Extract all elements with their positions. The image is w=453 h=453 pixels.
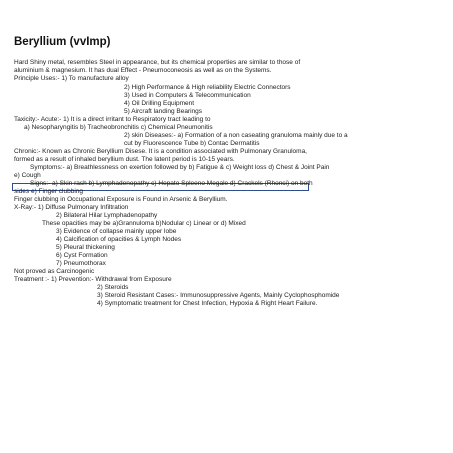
text-line: 2) skin Diseases:- a) Formation of a non caseating granuloma mainly due to a <box>124 132 348 139</box>
text-line: 3) Used in Computers & Telecommunication <box>124 92 251 99</box>
text-line: Symptoms:- a) Breathlessness on exertion followed by b) Fatigue & c) Weight loss d) Chest & Joint Pain <box>30 164 330 171</box>
text-line: Principle Uses:- 1) To manufacture alloy <box>14 75 129 82</box>
text-line: 2) Bilateral Hilar Lymphadenopathy <box>56 212 158 219</box>
text-line: 2) High Performance & High reliability Electric Connectors <box>124 84 291 91</box>
text-line: aluminium & magnesium. It has dual Effect - Pneumoconeosis as well as on the Systems. <box>14 67 272 74</box>
text-line: 7) Pneumothorax <box>56 260 106 267</box>
text-line: 5) Aircraft landing Bearings <box>124 108 203 115</box>
text-line-highlighted: Finger clubbing in Occupational Exposure is Found in Arsenic & Beryllium. <box>14 196 228 203</box>
text-line: 4) Oil Drilling Equipment <box>124 100 195 107</box>
document-title: Beryllium (vvImp) <box>14 36 111 48</box>
text-line: cut by Fluorescence Tube b) Contac Dermatitis <box>124 140 260 147</box>
text-line: Hard Shiny metal, resembles Steel in appearance, but its chemical properties are similar to those of <box>14 59 301 66</box>
text-line: 3) Evidence of collapse mainly upper lobe <box>56 228 177 235</box>
text-line: Signs:- a) Skin rash b) Lymphadenopathy c) Hepato Spleeno Megale d) Crackels (Rhonci) on both <box>30 180 313 187</box>
text-line: X-Ray:- 1) Diffuse Pulmonary Infiltration <box>14 204 129 211</box>
text-line: 3) Steroid Resistant Cases:- Immunosuppressive Agents, Mainly Cyclophosphomide <box>97 292 340 299</box>
text-line: Chronic:- Known as Chronic Beryllium Disese. It is a condition associated with Pulmonary Granuloma, <box>14 148 307 155</box>
text-line: These opacities may be a)Grannuloma b)Nodular c) Linear or d) Mixed <box>42 220 246 227</box>
text-line: Taxicity:- Acute:- 1) It is a direct irritant to Respiratory tract leading to <box>14 116 211 123</box>
text-line: 4) Calcification of opacities & Lymph Nodes <box>56 236 182 243</box>
text-line: e) Cough <box>14 172 41 179</box>
text-line: 5) Pleural thickening <box>56 244 115 251</box>
text-line: Not proved as Carcinogenic <box>14 268 95 275</box>
text-line: 2) Steroids <box>97 284 129 291</box>
text-line: a) Nesopharyngitis b) Tracheobronchitis c) Chemical Pneumonitis <box>24 124 213 131</box>
text-line: Treatment :- 1) Prevention:- Withdrawal from Exposure <box>14 276 172 283</box>
text-line: 6) Cyst Formation <box>56 252 108 259</box>
text-line: 4) Symptomatic treatment for Chest Infection, Hypoxia & Right Heart Failure. <box>97 300 318 307</box>
text-line: formed as a result of inhaled beryllium dust. The latent period is 10-15 years. <box>14 156 235 163</box>
text-line: sides e) Finger clubbing <box>14 188 84 195</box>
